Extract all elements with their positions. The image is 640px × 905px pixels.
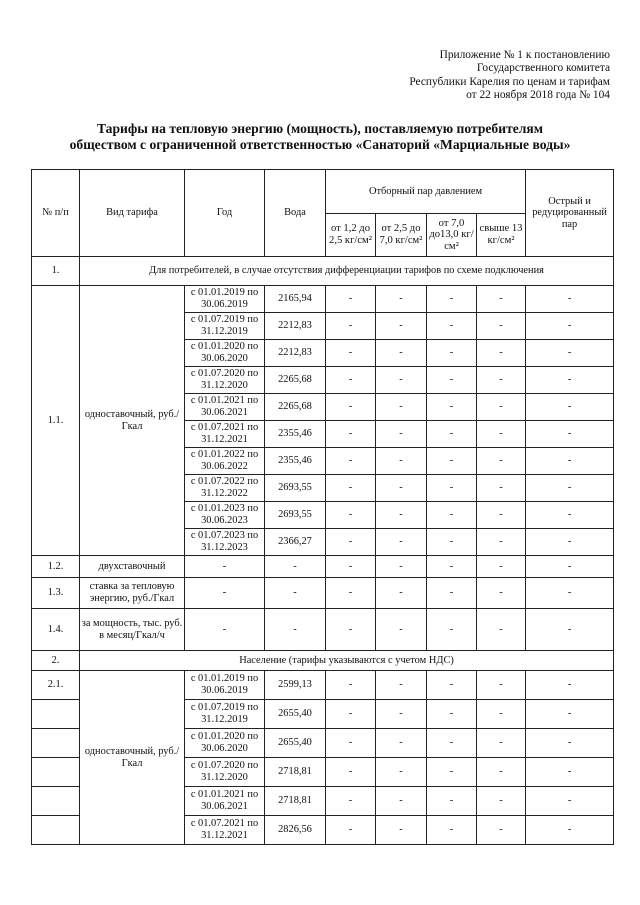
section-label: Для потребителей, в случае отсутствия дифференциации тарифов по схеме подключения [80,257,614,286]
dash-cell: - [326,700,376,729]
dash-cell: - [526,394,614,421]
annex-line: Государственного комитета [476,62,610,75]
water-value: 2655,40 [265,700,326,729]
dash-cell: - [376,787,427,816]
dash-cell: - [477,448,526,475]
dash-cell: - [427,671,477,700]
period-cell: с 01.01.2020 по 30.06.2020 [185,340,265,367]
tariff-label: одноставочный, руб./Гкал [80,286,185,556]
dash-cell: - [326,475,376,502]
dash-cell: - [427,609,477,651]
row-num-empty [32,758,80,787]
dash-cell: - [477,340,526,367]
dash-cell: - [326,421,376,448]
dash-cell: - [185,578,265,609]
period-cell: с 01.07.2019 по 31.12.2019 [185,700,265,729]
dash-cell: - [427,578,477,609]
dash-cell: - [526,502,614,529]
dash-cell: - [427,758,477,787]
dash-cell: - [427,394,477,421]
dash-cell: - [477,787,526,816]
row-num: 1.3. [32,578,80,609]
dash-cell: - [427,340,477,367]
tariff-label: за мощность, тыс. руб. в месяц/Гкал/ч [80,609,185,651]
water-value: 2355,46 [265,421,326,448]
dash-cell: - [477,758,526,787]
dash-cell: - [477,475,526,502]
dash-cell: - [376,313,427,340]
dash-cell: - [477,394,526,421]
dash-cell: - [427,502,477,529]
period-cell: с 01.01.2019 по 30.06.2019 [185,671,265,700]
water-value: 2826,56 [265,816,326,845]
water-value: 2165,94 [265,286,326,313]
dash-cell: - [326,671,376,700]
annex-header [350,49,610,103]
section-num: 2. [32,651,80,671]
dash-cell: - [376,448,427,475]
dash-cell: - [326,758,376,787]
dash-cell: - [427,816,477,845]
dash-cell: - [185,609,265,651]
row-num: 1.1. [32,286,80,556]
dash-cell: - [477,578,526,609]
dash-cell: - [477,313,526,340]
tariff-label: ставка за тепловую энергию, руб./Гкал [80,578,185,609]
period-cell: с 01.07.2023 по 31.12.2023 [185,529,265,556]
period-cell: с 01.07.2020 по 31.12.2020 [185,758,265,787]
row-num: 1.2. [32,556,80,578]
dash-cell: - [526,313,614,340]
period-cell: с 01.01.2023 по 30.06.2023 [185,502,265,529]
dash-cell: - [326,787,376,816]
dash-cell: - [326,394,376,421]
dash-cell: - [526,816,614,845]
tariff-label: двухставочный [80,556,185,578]
dash-cell: - [376,671,427,700]
dash-cell: - [376,340,427,367]
dash-cell: - [526,286,614,313]
period-cell: с 01.07.2021 по 31.12.2021 [185,421,265,448]
dash-cell: - [376,394,427,421]
dash-cell: - [376,367,427,394]
dash-cell: - [477,529,526,556]
dash-cell: - [477,421,526,448]
dash-cell: - [477,556,526,578]
dash-cell: - [326,313,376,340]
dash-cell: - [376,286,427,313]
dash-cell: - [427,787,477,816]
dash-cell: - [427,286,477,313]
period-cell: с 01.07.2022 по 31.12.2022 [185,475,265,502]
section-label: Население (тарифы указываются с учетом НДС) [80,651,614,671]
row-num-empty [32,787,80,816]
dash-cell: - [427,700,477,729]
tariff-table [31,169,614,845]
water-value: 2693,55 [265,502,326,529]
dash-cell: - [376,529,427,556]
water-value: 2718,81 [265,787,326,816]
section-num: 1. [32,257,80,286]
row-num-empty [32,816,80,845]
period-cell: с 01.01.2021 по 30.06.2021 [185,787,265,816]
water-value: 2212,83 [265,313,326,340]
dash-cell: - [265,556,326,578]
row-num-empty [32,700,80,729]
dash-cell: - [477,816,526,845]
dash-cell: - [185,556,265,578]
table-row [32,671,614,700]
table-row [32,286,614,313]
period-cell: с 01.07.2019 по 31.12.2019 [185,313,265,340]
dash-cell: - [427,475,477,502]
period-cell: с 01.01.2019 по 30.06.2019 [185,286,265,313]
dash-cell: - [526,475,614,502]
dash-cell: - [477,367,526,394]
dash-cell: - [526,556,614,578]
period-cell: с 01.01.2022 по 30.06.2022 [185,448,265,475]
annex-line: Приложение № 1 к постановлению [439,49,610,61]
dash-cell: - [326,340,376,367]
dash-cell: - [376,578,427,609]
water-value: 2265,68 [265,367,326,394]
dash-cell: - [526,448,614,475]
header-water: Вода [265,170,326,257]
header-steam: Отборный пар давлением [326,170,526,214]
header-row [32,170,614,214]
dash-cell: - [427,729,477,758]
dash-cell: - [326,556,376,578]
dash-cell: - [526,758,614,787]
header-steam-2: от 2,5 до 7,0 кг/см² [376,214,427,257]
header-tariff-type: Вид тарифа [80,170,185,257]
header-sharp-steam: Острый и редуцированный пар [526,170,614,257]
table-row [32,609,614,651]
dash-cell: - [376,609,427,651]
dash-cell: - [265,609,326,651]
dash-cell: - [526,609,614,651]
dash-cell: - [526,578,614,609]
header-steam-1: от 1,2 до 2,5 кг/см² [326,214,376,257]
dash-cell: - [477,671,526,700]
dash-cell: - [477,286,526,313]
dash-cell: - [326,529,376,556]
dash-cell: - [376,556,427,578]
dash-cell: - [376,475,427,502]
table-row [32,556,614,578]
annex-line: от 22 ноября 2018 года № 104 [466,89,610,102]
period-cell: с 01.01.2021 по 30.06.2021 [185,394,265,421]
dash-cell: - [427,529,477,556]
dash-cell: - [477,609,526,651]
section-row [32,257,614,286]
dash-cell: - [376,758,427,787]
water-value: 2265,68 [265,394,326,421]
water-value: 2655,40 [265,729,326,758]
table-row [32,578,614,609]
header-num: № п/п [32,170,80,257]
dash-cell: - [526,340,614,367]
water-value: 2693,55 [265,475,326,502]
dash-cell: - [427,313,477,340]
dash-cell: - [427,367,477,394]
water-value: 2366,27 [265,529,326,556]
dash-cell: - [326,578,376,609]
header-year: Год [185,170,265,257]
dash-cell: - [526,729,614,758]
dash-cell: - [477,502,526,529]
water-value: 2599,13 [265,671,326,700]
dash-cell: - [526,367,614,394]
water-value: 2212,83 [265,340,326,367]
section-row [32,651,614,671]
dash-cell: - [376,421,427,448]
dash-cell: - [427,448,477,475]
water-value: 2355,46 [265,448,326,475]
header-steam-4: свыше 13 кг/см² [477,214,526,257]
dash-cell: - [326,816,376,845]
title-line: Тарифы на тепловую энергию (мощность), поставляемую потребителям [96,121,544,136]
document-title [40,121,600,153]
dash-cell: - [376,700,427,729]
dash-cell: - [326,367,376,394]
dash-cell: - [526,787,614,816]
tariff-label: одноставочный, руб./Гкал [80,671,185,845]
period-cell: с 01.07.2021 по 31.12.2021 [185,816,265,845]
water-value: 2718,81 [265,758,326,787]
header-steam-3: от 7,0 до13,0 кг/см² [427,214,477,257]
dash-cell: - [427,421,477,448]
dash-cell: - [265,578,326,609]
period-cell: с 01.07.2020 по 31.12.2020 [185,367,265,394]
dash-cell: - [376,816,427,845]
dash-cell: - [376,502,427,529]
period-cell: с 01.01.2020 по 30.06.2020 [185,729,265,758]
dash-cell: - [326,502,376,529]
row-num: 1.4. [32,609,80,651]
dash-cell: - [526,529,614,556]
dash-cell: - [326,448,376,475]
row-num-empty [32,729,80,758]
dash-cell: - [427,556,477,578]
dash-cell: - [326,286,376,313]
dash-cell: - [477,729,526,758]
dash-cell: - [477,700,526,729]
dash-cell: - [326,729,376,758]
dash-cell: - [326,609,376,651]
row-num: 2.1. [32,671,80,700]
annex-line: Республики Карелия по ценам и тарифам [409,75,610,88]
dash-cell: - [376,729,427,758]
title-line: обществом с ограниченной ответственностью «Санаторий «Марциальные воды» [69,137,571,152]
dash-cell: - [526,421,614,448]
dash-cell: - [526,700,614,729]
dash-cell: - [526,671,614,700]
